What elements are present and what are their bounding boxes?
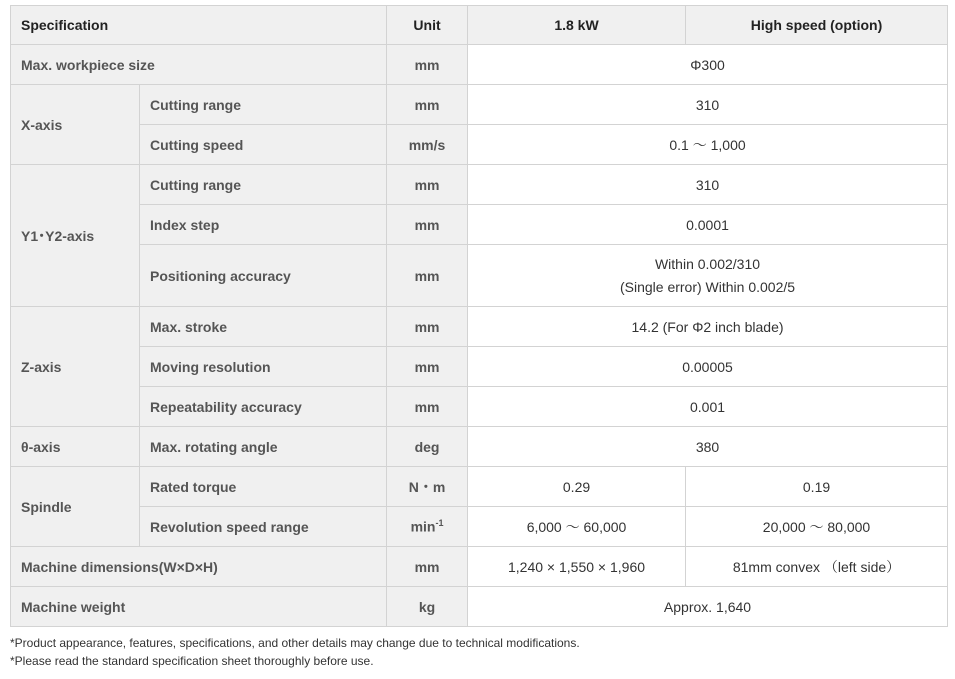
row-label: Machine dimensions(W×D×H) xyxy=(11,547,387,587)
row-value: 0.0001 xyxy=(468,205,948,245)
row-unit: mm xyxy=(387,85,468,125)
row-label: Positioning accuracy xyxy=(140,245,387,307)
row-value-1-8kw: 0.29 xyxy=(468,467,686,507)
row-value: Approx. 1,640 xyxy=(468,587,948,627)
row-value-high-speed: 20,000 ～ 80,000 xyxy=(686,507,948,547)
row-value: 380 xyxy=(468,427,948,467)
row-value-1-8kw: 6,000 ～ 60,000 xyxy=(468,507,686,547)
table-row xyxy=(11,387,948,427)
row-unit: mm xyxy=(387,547,468,587)
group-label-theta-axis: θ-axis xyxy=(11,427,140,467)
row-label: Rated torque xyxy=(140,467,387,507)
row-unit: mm xyxy=(387,205,468,245)
spec-table-container xyxy=(10,5,947,627)
group-label-z-axis: Z-axis xyxy=(11,307,140,427)
row-value: 310 xyxy=(468,165,948,205)
table-row xyxy=(11,45,948,85)
row-unit: mm xyxy=(387,347,468,387)
row-label: Repeatability accuracy xyxy=(140,387,387,427)
table-row xyxy=(11,125,948,165)
row-label: Cutting range xyxy=(140,85,387,125)
row-value: 310 xyxy=(468,85,948,125)
row-unit: mm xyxy=(387,307,468,347)
row-unit: deg xyxy=(387,427,468,467)
row-value: 14.2 (For Φ2 inch blade) xyxy=(468,307,948,347)
table-row xyxy=(11,427,948,467)
row-unit: N・m xyxy=(387,467,468,507)
table-row xyxy=(11,205,948,245)
table-row xyxy=(11,507,948,547)
header-unit: Unit xyxy=(387,6,468,45)
row-label: Revolution speed range xyxy=(140,507,387,547)
row-value: Φ300 xyxy=(468,45,948,85)
row-label: Machine weight xyxy=(11,587,387,627)
row-value: 0.001 xyxy=(468,387,948,427)
row-label: Index step xyxy=(140,205,387,245)
row-unit: mm xyxy=(387,45,468,85)
row-value xyxy=(468,245,948,307)
row-label: Max. workpiece size xyxy=(11,45,387,85)
footnote: *Product appearance, features, specifications, and other details may change due to technical modifications. xyxy=(10,636,580,650)
row-value-high-speed: 81mm convex （left side） xyxy=(686,547,948,587)
header-specification: Specification xyxy=(11,6,387,45)
row-unit: mm xyxy=(387,165,468,205)
spec-table xyxy=(10,5,948,627)
table-row xyxy=(11,85,948,125)
row-unit: mm xyxy=(387,245,468,307)
header-high-speed: High speed (option) xyxy=(686,6,948,45)
row-value-1-8kw: 1,240 × 1,550 × 1,960 xyxy=(468,547,686,587)
table-row xyxy=(11,307,948,347)
table-row xyxy=(11,547,948,587)
table-row xyxy=(11,245,948,307)
table-row xyxy=(11,587,948,627)
table-row xyxy=(11,467,948,507)
value-line-1: Within 0.002/310 xyxy=(654,255,761,272)
row-value: 0.00005 xyxy=(468,347,948,387)
value-line-2: (Single error) Within 0.002/5 xyxy=(619,278,796,295)
row-unit xyxy=(387,507,468,547)
footnote: *Please read the standard specification sheet thoroughly before use. xyxy=(10,654,374,668)
unit-superscript: -1 xyxy=(435,518,444,529)
group-label-y-axis: Y1･Y2-axis xyxy=(11,165,140,307)
group-label-x-axis: X-axis xyxy=(11,85,140,165)
header-1-8kw: 1.8 kW xyxy=(468,6,686,45)
row-unit: mm/s xyxy=(387,125,468,165)
row-unit: mm xyxy=(387,387,468,427)
table-row xyxy=(11,347,948,387)
row-label: Max. stroke xyxy=(140,307,387,347)
footnotes xyxy=(10,634,580,670)
row-label: Max. rotating angle xyxy=(140,427,387,467)
row-value-high-speed: 0.19 xyxy=(686,467,948,507)
row-unit: kg xyxy=(387,587,468,627)
header-row xyxy=(11,6,948,45)
group-label-spindle: Spindle xyxy=(11,467,140,547)
row-value: 0.1 ～ 1,000 xyxy=(468,125,948,165)
row-label: Cutting range xyxy=(140,165,387,205)
row-label: Moving resolution xyxy=(140,347,387,387)
row-label: Cutting speed xyxy=(140,125,387,165)
table-row xyxy=(11,165,948,205)
unit-base: min xyxy=(410,518,436,535)
